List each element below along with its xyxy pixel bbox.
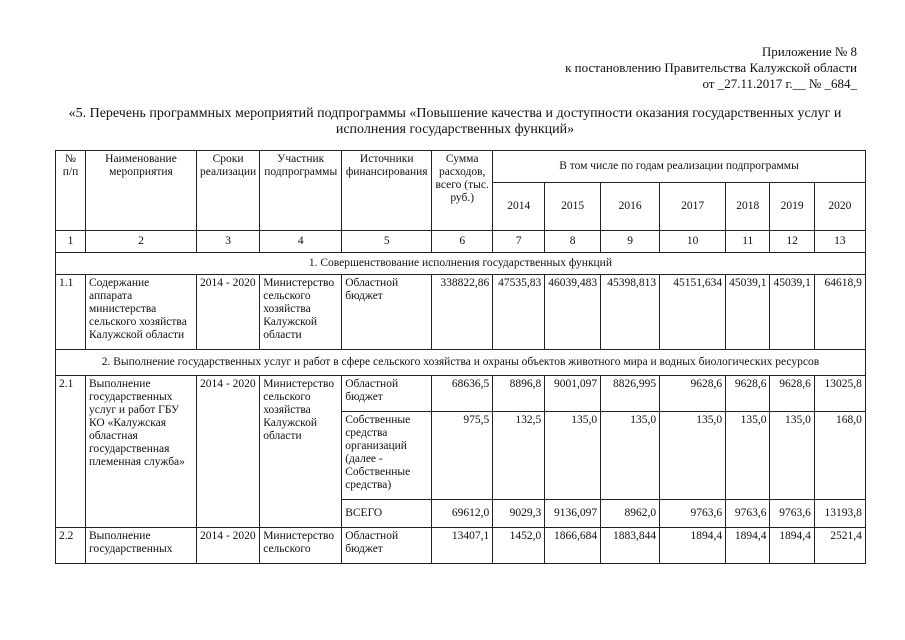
- amount-2018: 135,0: [726, 412, 770, 500]
- amount-2014: 9029,3: [493, 500, 545, 528]
- amount-2017: 9628,6: [660, 376, 726, 412]
- amount-total: 68636,5: [432, 376, 493, 412]
- column-number: 8: [545, 231, 601, 253]
- amount-2019: 1894,4: [770, 528, 814, 564]
- amount-2017: 45151,634: [660, 275, 726, 350]
- column-number: 12: [770, 231, 814, 253]
- measure-participant: Министерство сельского хозяйства Калужской области: [260, 376, 342, 528]
- amount-2014: 8896,8: [493, 376, 545, 412]
- column-numbers-row: [56, 231, 866, 253]
- amount-2018: 9763,6: [726, 500, 770, 528]
- section-title-1: 1. Совершенствование исполнения государственных функций: [56, 253, 866, 275]
- funding-source: Областной бюджет: [342, 275, 432, 350]
- amount-2019: 9628,6: [770, 376, 814, 412]
- table-row-2-1: [56, 376, 866, 412]
- amount-2014: 1452,0: [493, 528, 545, 564]
- header-participant: Участник подпрограммы: [260, 151, 342, 231]
- table-header-row: [56, 151, 866, 183]
- amount-2014: 132,5: [493, 412, 545, 500]
- section-row: [56, 253, 866, 275]
- measure-participant: Министерство сельского хозяйства Калужской области: [260, 275, 342, 350]
- column-number: 11: [726, 231, 770, 253]
- funding-source: Областной бюджет: [342, 528, 432, 564]
- header-year: 2018: [726, 183, 770, 231]
- column-number: 13: [814, 231, 865, 253]
- column-number: 10: [660, 231, 726, 253]
- amount-2018: 9628,6: [726, 376, 770, 412]
- column-number: 1: [56, 231, 86, 253]
- column-number: 4: [260, 231, 342, 253]
- amount-total: 338822,86: [432, 275, 493, 350]
- amount-2015: 135,0: [545, 412, 601, 500]
- amount-2014: 47535,83: [493, 275, 545, 350]
- row-number: 1.1: [56, 275, 86, 350]
- amount-2015: 9136,097: [545, 500, 601, 528]
- amount-2020: 64618,9: [814, 275, 865, 350]
- amount-total: 13407,1: [432, 528, 493, 564]
- header-year: 2014: [493, 183, 545, 231]
- amount-2016: 135,0: [601, 412, 660, 500]
- amount-2016: 45398,813: [601, 275, 660, 350]
- funding-source: Собственные средства организаций (далее - Собственные средства): [342, 412, 432, 500]
- funding-source: ВСЕГО: [342, 500, 432, 528]
- row-number: 2.2: [56, 528, 86, 564]
- section-row: [56, 350, 866, 376]
- header-total: Сумма расходов, всего (тыс. руб.): [432, 151, 493, 231]
- header-terms: Сроки реализации: [197, 151, 260, 231]
- column-number: 5: [342, 231, 432, 253]
- amount-2016: 1883,844: [601, 528, 660, 564]
- amount-2017: 1894,4: [660, 528, 726, 564]
- column-number: 9: [601, 231, 660, 253]
- appendix-number: Приложение № 8: [761, 44, 857, 59]
- amount-2015: 1866,684: [545, 528, 601, 564]
- appendix-date-number: от _27.11.2017 г.__ № _684_: [702, 76, 857, 91]
- amount-2020: 13193,8: [814, 500, 865, 528]
- program-measures-table: [55, 150, 866, 564]
- amount-2016: 8962,0: [601, 500, 660, 528]
- header-year: 2016: [601, 183, 660, 231]
- section-title-2: 2. Выполнение государственных услуг и работ в сфере сельского хозяйства и охраны объектов животного мира и водных биологических ресурсов: [56, 350, 866, 376]
- amount-2020: 168,0: [814, 412, 865, 500]
- header-years-group: В том числе по годам реализации подпрограммы: [493, 151, 866, 183]
- amount-2019: 45039,1: [770, 275, 814, 350]
- row-number: 2.1: [56, 376, 86, 528]
- amount-2020: 13025,8: [814, 376, 865, 412]
- table-row-1-1: [56, 275, 866, 350]
- header-year: 2015: [545, 183, 601, 231]
- measure-name: Содержание аппарата министерства сельского хозяйства Калужской области: [86, 275, 197, 350]
- measure-participant: Министерство сельского: [260, 528, 342, 564]
- header-sources: Источники финансирования: [342, 151, 432, 231]
- measure-name: Выполнение государственных услуг и работ ГБУ КО «Калужская областная государственная племенная служба»: [86, 376, 197, 528]
- amount-2016: 8826,995: [601, 376, 660, 412]
- table-row-2-2: [56, 528, 866, 564]
- column-number: 6: [432, 231, 493, 253]
- measure-name: Выполнение государственных: [86, 528, 197, 564]
- header-year: 2020: [814, 183, 865, 231]
- amount-total: 69612,0: [432, 500, 493, 528]
- header-year: 2017: [660, 183, 726, 231]
- column-number: 7: [493, 231, 545, 253]
- funding-source: Областной бюджет: [342, 376, 432, 412]
- amount-2015: 46039,483: [545, 275, 601, 350]
- amount-2019: 9763,6: [770, 500, 814, 528]
- amount-2020: 2521,4: [814, 528, 865, 564]
- amount-2018: 45039,1: [726, 275, 770, 350]
- column-number: 3: [197, 231, 260, 253]
- column-number: 2: [86, 231, 197, 253]
- amount-2018: 1894,4: [726, 528, 770, 564]
- measure-terms: 2014 - 2020: [197, 528, 260, 564]
- document-title: «5. Перечень программных мероприятий подпрограммы «Повышение качества и доступности оказания государственных услуг и исполнения государственных функций»: [68, 106, 842, 137]
- amount-2015: 9001,097: [545, 376, 601, 412]
- amount-2017: 135,0: [660, 412, 726, 500]
- measure-terms: 2014 - 2020: [197, 376, 260, 528]
- header-num: № п/п: [56, 151, 86, 231]
- header-year: 2019: [770, 183, 814, 231]
- header-name: Наименование мероприятия: [86, 151, 197, 231]
- amount-total: 975,5: [432, 412, 493, 500]
- amount-2019: 135,0: [770, 412, 814, 500]
- amount-2017: 9763,6: [660, 500, 726, 528]
- appendix-reference: к постановлению Правительства Калужской области: [565, 60, 857, 75]
- measure-terms: 2014 - 2020: [197, 275, 260, 350]
